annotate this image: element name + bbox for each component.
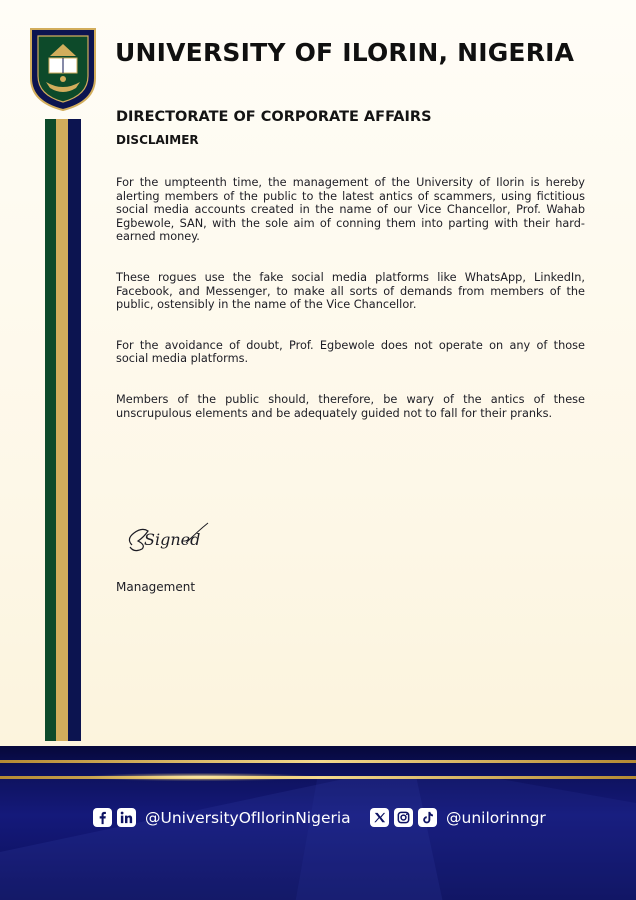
instagram-icon[interactable] — [394, 808, 413, 827]
linkedin-icon[interactable] — [117, 808, 136, 827]
stripe-green — [45, 119, 56, 741]
stripe-navy — [68, 119, 81, 741]
x-icon[interactable] — [370, 808, 389, 827]
stripe-gold — [56, 119, 68, 741]
gold-line — [0, 760, 636, 763]
social-group-right — [370, 808, 546, 827]
signature — [124, 515, 214, 555]
university-title: UNIVERSITY OF ILORIN, NIGERIA — [115, 38, 575, 67]
disclaimer-body — [116, 176, 585, 447]
directorate-title: DIRECTORATE OF CORPORATE AFFAIRS — [116, 109, 432, 125]
signer-name: Management — [116, 580, 196, 594]
paragraph: These rogues use the fake social media platforms like WhatsApp, LinkedIn, Facebook, and Messenger, to make all sorts of demands from members of the public, ostensibly in the name of the Vice Chancellor. — [116, 270, 585, 312]
university-crest-icon — [28, 26, 98, 112]
paragraph: For the avoidance of doubt, Prof. Egbewole does not operate on any of those social media platforms. — [116, 338, 585, 366]
social-group-left — [93, 808, 351, 827]
social-handle-short[interactable]: @unilorinngr — [446, 808, 546, 827]
tiktok-icon[interactable] — [418, 808, 437, 827]
gold-glow — [90, 773, 310, 781]
paragraph: For the umpteenth time, the management of the University of Ilorin is hereby alerting members of the public to the latest antics of scammers, using fictitious social media accounts created in the name of our Vice Chancellor, Prof. Wahab Egbewole, SAN, with the sole aim of conning them into parting with their hard-earned money. — [116, 176, 585, 244]
paragraph: Members of the public should, therefore, be wary of the antics of these unscrupulous elements and be adequately guided not to fall for their pranks. — [116, 392, 585, 420]
signature-text: Signed — [144, 530, 201, 549]
social-handle-main[interactable]: @UniversityOfIlorinNigeria — [145, 808, 351, 827]
decorative-stripes — [45, 119, 81, 741]
disclaimer-heading: DISCLAIMER — [116, 133, 199, 147]
facebook-icon[interactable] — [93, 808, 112, 827]
